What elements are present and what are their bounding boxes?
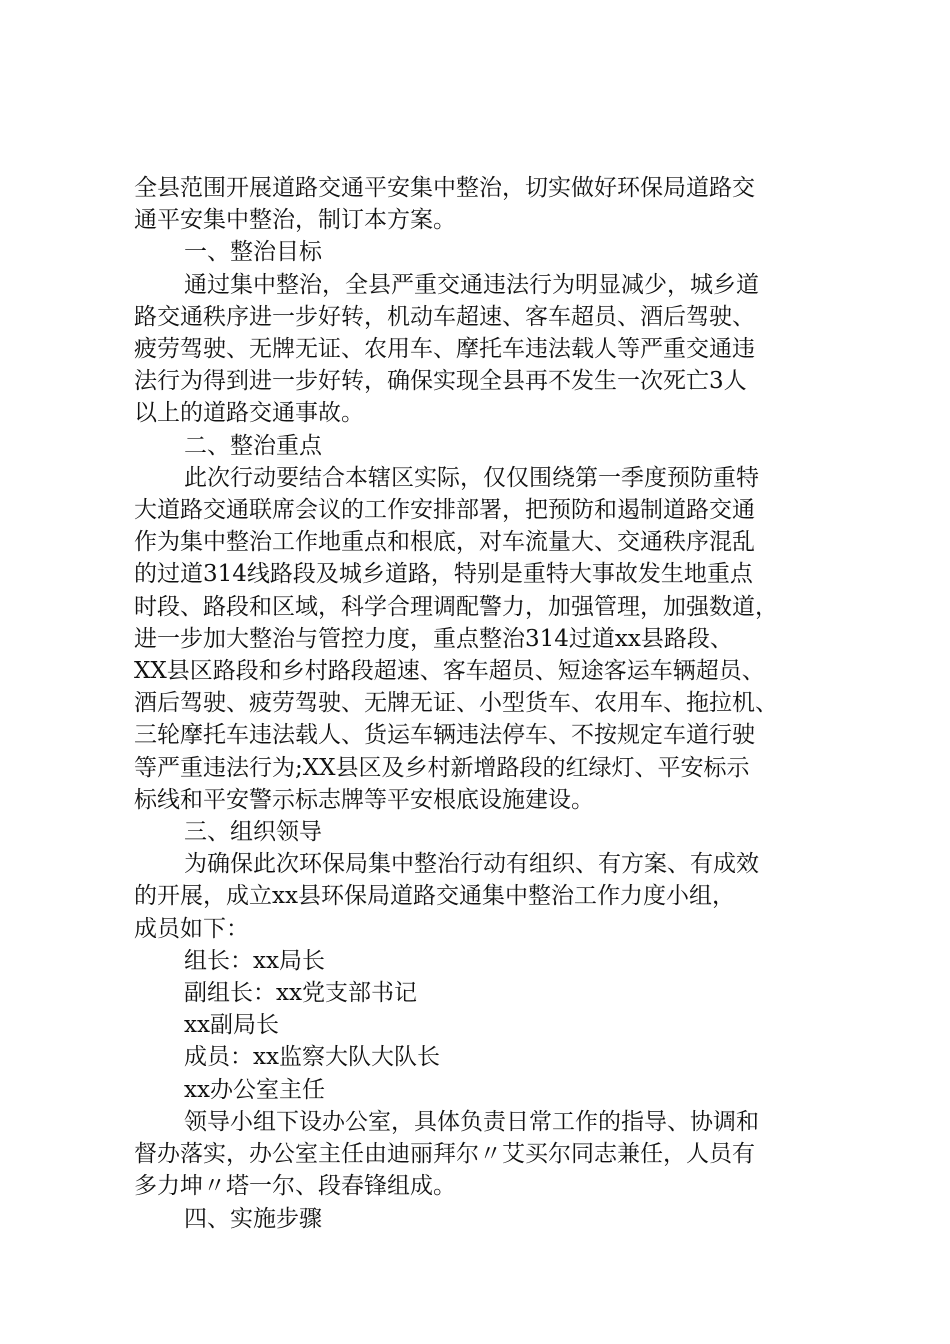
document-line: 以上的道路交通事故。	[134, 400, 364, 427]
document-line: xx办公室主任	[184, 1076, 325, 1103]
document-line: 此次行动要结合本辖区实际，仅仅围绕第一季度预防重特	[184, 464, 759, 491]
document-line: 为确保此次环保局集中整治行动有组织、有方案、有成效	[184, 851, 759, 878]
document-line: 标线和平安警示标志牌等平安根底设施建设。	[134, 786, 594, 813]
document-line: 通平安集中整治，制订本方案。	[134, 207, 456, 234]
document-line: 作为集中整治工作地重点和根底，对车流量大、交通秩序混乱	[134, 529, 755, 556]
document-line: xx副局长	[184, 1012, 279, 1039]
document-line: 疲劳驾驶、无牌无证、农用车、摩托车违法载人等严重交通违	[134, 336, 755, 363]
document-line: 酒后驾驶、疲劳驾驶、无牌无证、小型货车、农用车、拖拉机、	[134, 690, 778, 717]
document-line: 二、整治重点	[184, 432, 322, 459]
document-line: 组长：xx局长	[184, 947, 325, 974]
document-line: 督办落实，办公室主任由迪丽拜尔〃艾买尔同志兼任，人员有	[134, 1141, 755, 1168]
document-line: 成员如下：	[134, 915, 249, 942]
document-line: 法行为得到进一步好转，确保实现全县再不发生一次死亡3人	[134, 368, 747, 395]
document-line: 的过道314线路段及城乡道路，特别是重特大事故发生地重点	[134, 561, 753, 588]
document-line: 一、整治目标	[184, 239, 322, 266]
document-body	[134, 172, 834, 1235]
document-line: 领导小组下设办公室，具体负责日常工作的指导、协调和	[184, 1108, 759, 1135]
document-line: 的开展，成立xx县环保局道路交通集中整治工作力度小组，	[134, 883, 735, 910]
document-line: 四、实施步骤	[184, 1205, 322, 1232]
document-line: 大道路交通联席会议的工作安排部署，把预防和遏制道路交通	[134, 497, 755, 524]
document-line: 三、组织领导	[184, 819, 322, 846]
document-line: 成员：xx监察大队大队长	[184, 1044, 440, 1071]
document-line: XX县区路段和乡村路段超速、客车超员、短途客运车辆超员、	[134, 658, 765, 685]
document-line: 多力坤〃塔一尔、段春锋组成。	[134, 1173, 456, 1200]
document-line: 全县范围开展道路交通平安集中整治，切实做好环保局道路交	[134, 175, 755, 201]
document-line: 通过集中整治，全县严重交通违法行为明显减少，城乡道	[184, 271, 759, 298]
document-line: 三轮摩托车违法载人、货运车辆违法停车、不按规定车道行驶	[134, 722, 755, 749]
document-line: 进一步加大整治与管控力度，重点整治314过道xx县路段、	[134, 625, 733, 652]
document-line: 路交通秩序进一步好转，机动车超速、客车超员、酒后驾驶、	[134, 303, 755, 330]
document-line: 等严重违法行为;XX县区及乡村新增路段的红绿灯、平安标示	[134, 754, 750, 781]
document-line: 副组长：xx党支部书记	[184, 980, 417, 1007]
document-line: 时段、路段和区域，科学合理调配警力，加强管理，加强数道，	[134, 593, 778, 620]
